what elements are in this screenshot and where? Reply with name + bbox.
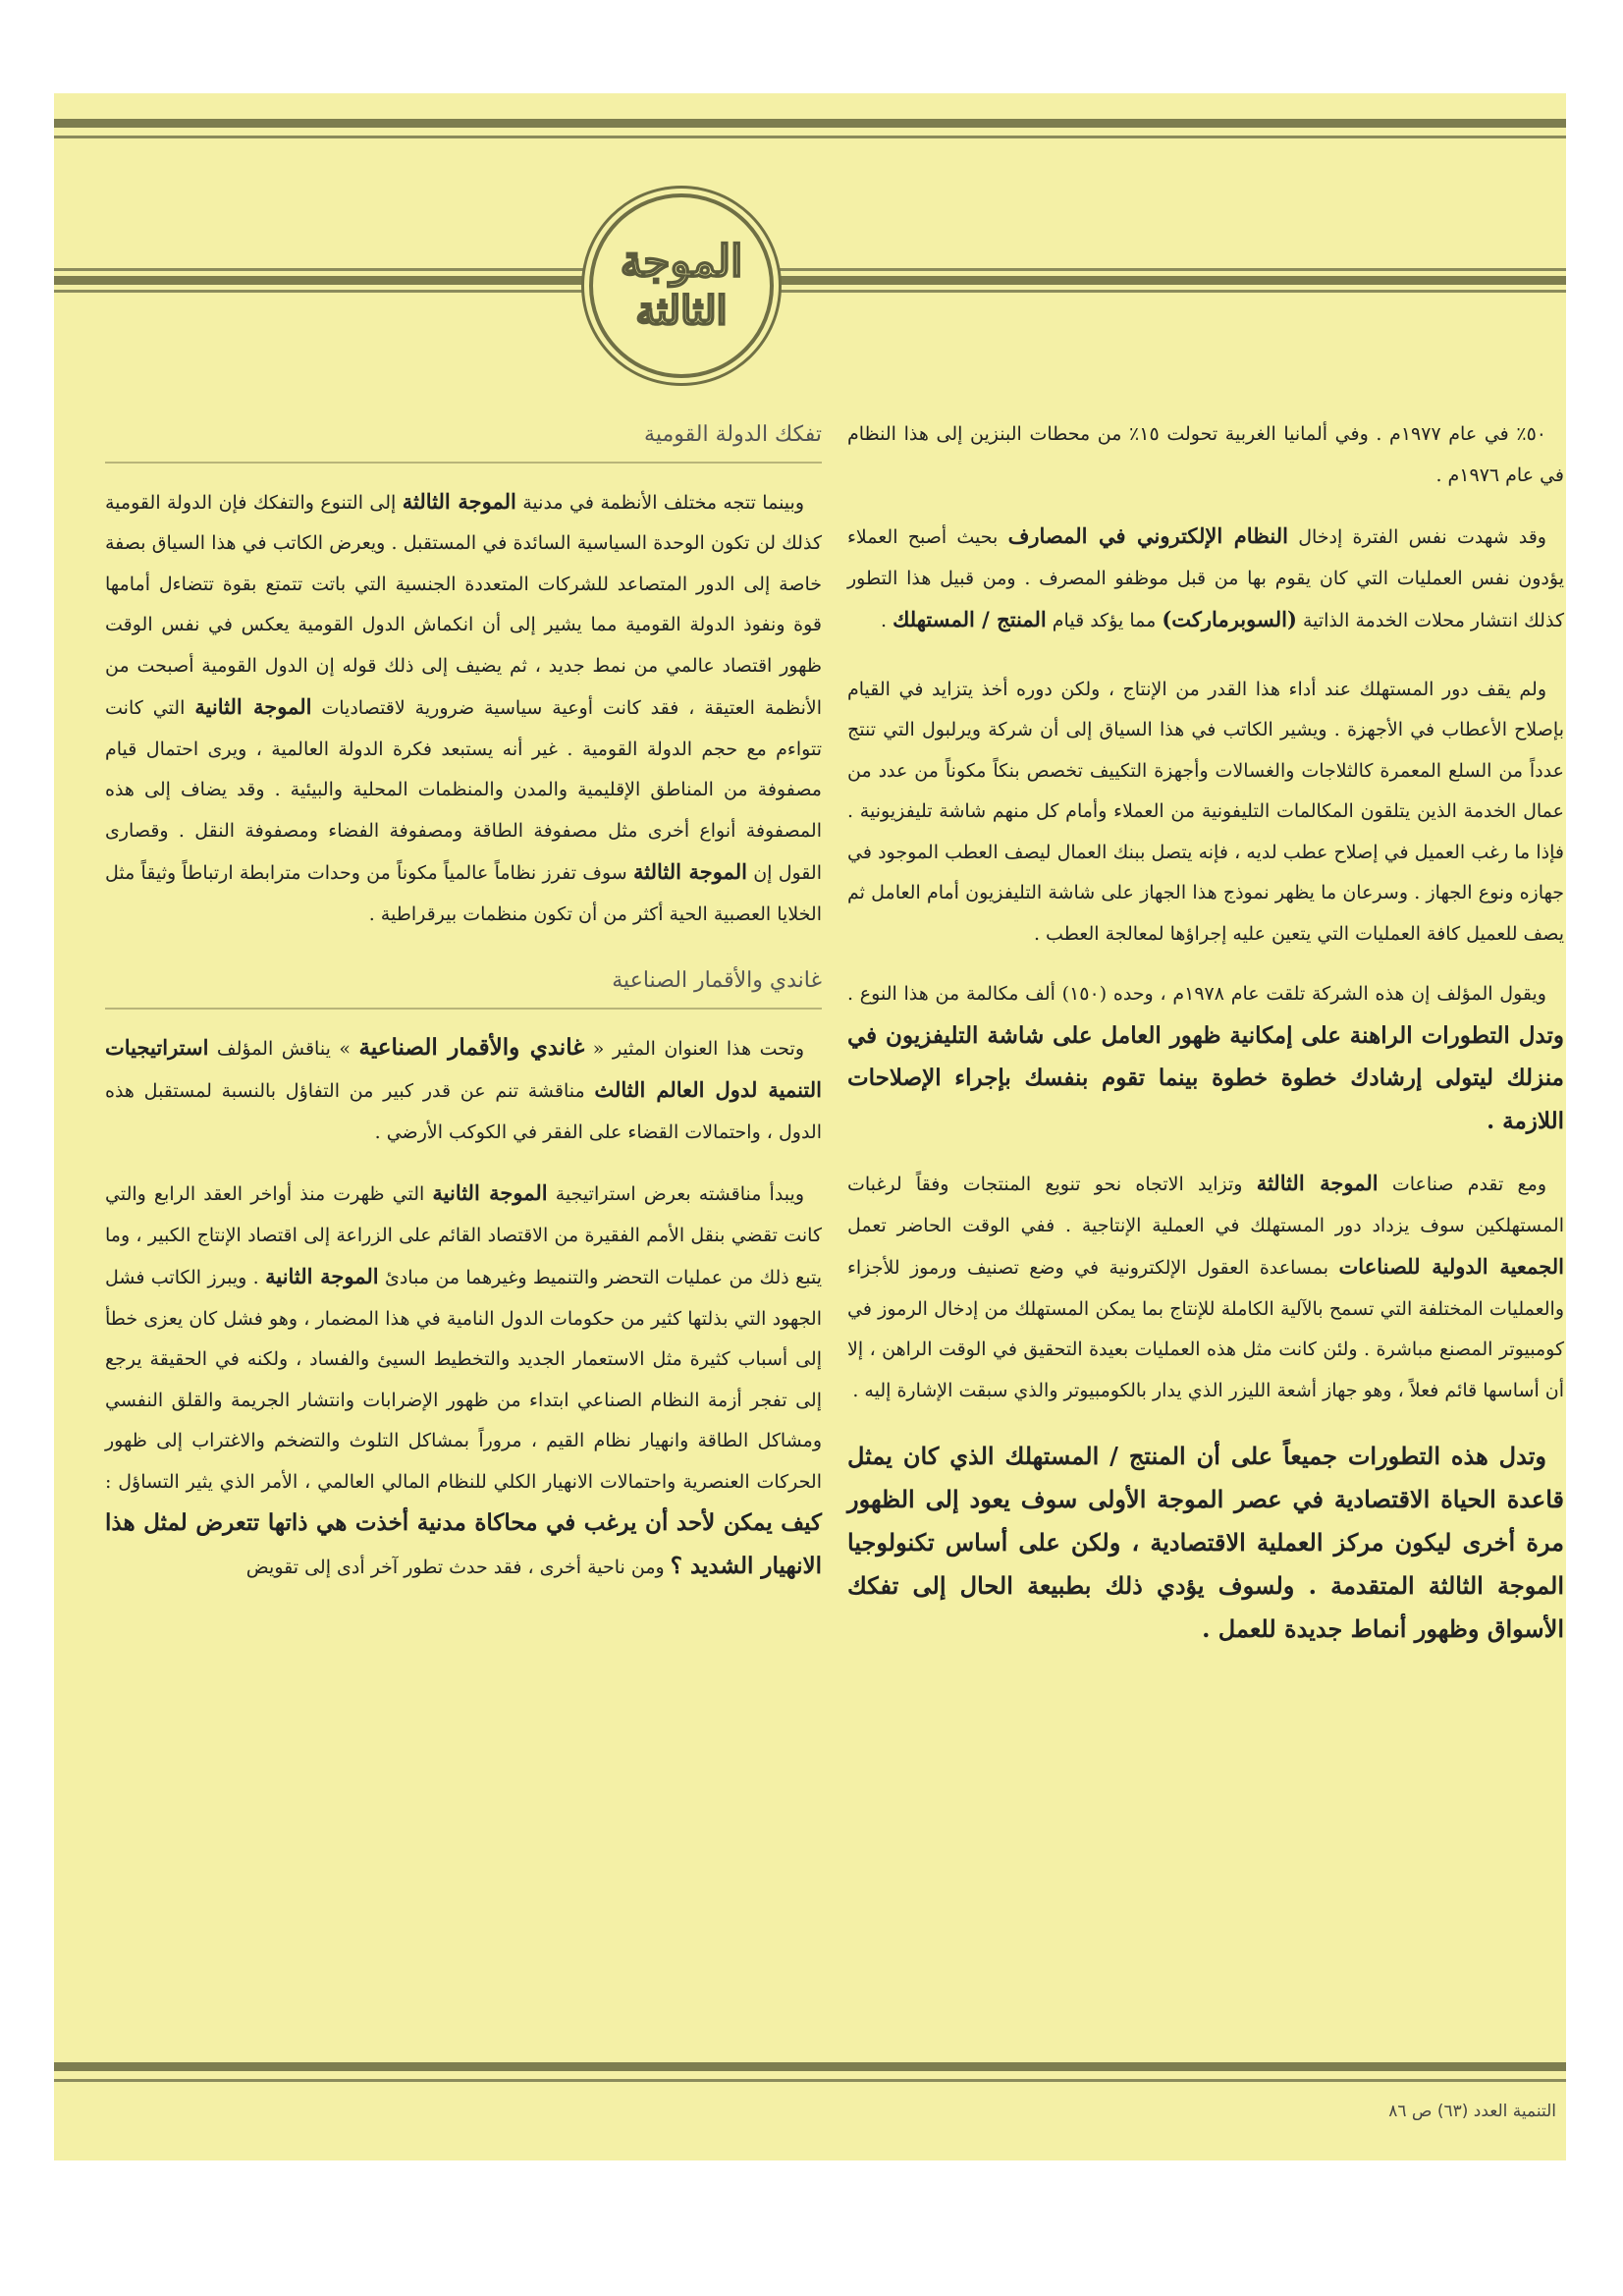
paragraph bbox=[847, 516, 1564, 642]
bold-text: وتدل التطورات الراهنة على إمكانية ظهور العامل على شاشة التليفزيون في منزلك ليتولى إرشادك خطوة خطوة بينما تقوم بنفسك بإجراء الإصلاحات اللازمة . bbox=[847, 1021, 1564, 1134]
page bbox=[54, 93, 1566, 2160]
paragraph bbox=[105, 1027, 822, 1154]
text: ولم يقف دور المستهلك عند أداء هذا القدر من الإنتاج ، ولكن دوره أخذ يتزايد في القيام بإصلاح الأعطاب في الأجهزة . ويشير الكاتب في هذا السياق إلى أن شركة ويرلبول التي تنتج عدداً من السلع المعمرة كالثلاجات والغسالات وأجهزة التكييف تخصص بنكاً مكوناً من عدد من عمال الخدمة الذين يتلقون المكالمات التليفونية من العملاء وأمام كل منهم شاشة تليفزيونية . فإذا ما رغب العميل في إصلاح عطب لديه ، فإنه يتصل ببنك العمال ليصف العطب الموجود في جهازه ونوع الجهاز . وسرعان ما يظهر نموذج هذا الجهاز على شاشة التليفزيون أمام العامل ثم يصف للعميل كافة العمليات التي يتعين عليه إجراؤها لمعالجة العطب . bbox=[847, 678, 1564, 945]
text: وتدل هذه التطورات جميعاً على أن المنتج / المستهلك الذي كان يمثل قاعدة الحياة الاقتصادية في عصر الموجة الأولى سوف يعود إلى الظهور مرة أخرى ليكون مركز العملية الاقتصادية ، ولكن على أساس تكنولوجيا الموجة الثالثة المتقدمة . ولسوف يؤدي ذلك بطبيعة الحال إلى تفكك الأسواق وظهور أنماط جديدة للعمل . bbox=[847, 1442, 1564, 1643]
paragraph bbox=[847, 1163, 1564, 1411]
right-column bbox=[847, 414, 1564, 1670]
text: مما يؤكد قيام bbox=[1046, 610, 1163, 631]
paragraph bbox=[847, 670, 1564, 956]
text: . ويبرز الكاتب فشل الجهود التي بذلتها كثير من حكومات الدول النامية في هذا المضمار ، وهو فشل كان يعزى خطأ إلى أسباب كثيرة مثل الاستعمار الجديد والتخطيط السيئ والفساد ، ولكنه في الحقيقة يرجع إلى تفجر أزمة النظام الصناعي ابتداء من ظهور الإضرابات وانتشار الجريمة والقلق النفسي ومشاكل الطاقة وانهيار نظام القيم ، مروراً بمشاكل التلوث والتضخم والاغتراب إلى ظهور الحركات العنصرية واحتمالات الانهيار الكلي للنظام المالي العالمي ، الأمر الذي يثير التساؤل : bbox=[105, 1267, 822, 1493]
emblem-line-2: الثالثة bbox=[635, 288, 728, 334]
bold-text: غاندي والأقمار الصناعية bbox=[358, 1033, 585, 1061]
text: » يناقش المؤلف bbox=[208, 1037, 359, 1060]
text: بمساعدة العقول الإلكترونية في وضع تصنيف ورموز للأجزاء والعمليات المختلفة التي تسمح بالآلية الكاملة للإنتاج بما يمكن المستهلك من إدخال الرموز في كومبيوتر المصنع مباشرة . ولئن كانت مثل هذه العمليات بعيدة التحقيق في الوقت الراهن ، إلا أن أساسها قائم فعلاً ، وهو جهاز أشعة الليزر الذي يدار بالكومبيوتر والذي سبقت الإشارة إليه . bbox=[847, 1257, 1564, 1401]
text: ومع تقدم صناعات bbox=[1378, 1174, 1547, 1195]
bold-text: الموجة الثالثة bbox=[1256, 1171, 1379, 1195]
bold-text: المنتج / المستهلك bbox=[893, 607, 1047, 631]
bold-text: الموجة الثالثة bbox=[402, 488, 516, 514]
text: ويبدأ مناقشته بعرض استراتيجية bbox=[547, 1183, 804, 1205]
bottom-rule-2 bbox=[54, 2079, 1566, 2082]
text: ويقول المؤلف إن هذه الشركة تلقت عام ١٩٧٨م ، وحده (١٥٠) ألف مكالمة من هذا النوع . bbox=[847, 983, 1546, 1005]
text: ٥٠٪ في عام ١٩٧٧م . وفي ألمانيا الغربية تحولت ١٥٪ من محطات البنزين إلى هذا النظام في عام ١٩٧٦م . bbox=[847, 423, 1564, 486]
bold-text: استراتيجيات التنمية لدول العالم الثالث bbox=[105, 1034, 822, 1102]
text: مناقشة تنم عن قدر كبير من التفاؤل بالنسبة لمستقبل هذه الدول ، واحتمالات القضاء على الفقر في الكوكب الأرضي . bbox=[105, 1080, 822, 1143]
emblem-line-1: الموجة bbox=[620, 237, 743, 287]
section-emblem bbox=[589, 193, 774, 378]
paragraph bbox=[105, 481, 822, 936]
text: التي كانت تتواءم مع حجم الدولة القومية . غير أنه يستبعد فكرة الدولة العالمية ، ويرى احتمال قيام مصفوفة من المناطق الإقليمية والمدن والمنظمات المحلية والبيئية . وقد يضاف إلى هذه المصفوفة أنواع أخرى مثل مصفوفة الطاقة ومصفوفة الفضاء ومصفوفة النقل . وقصارى القول إن bbox=[105, 697, 822, 884]
paragraph-bold bbox=[847, 1435, 1564, 1651]
header-rule-1 bbox=[54, 268, 1566, 271]
top-rule-2 bbox=[54, 136, 1566, 138]
text: وتزايد الاتجاه نحو تنويع المنتجات وفقاً لرغبات المستهلكين سوف يزداد دور المستهلك في العملية الإنتاجية . ففي الوقت الحاضر تعمل bbox=[847, 1174, 1564, 1236]
bold-text: النظام الإلكتروني في المصارف bbox=[1007, 523, 1288, 548]
bold-text: الموجة الثالثة bbox=[632, 859, 747, 884]
text: . bbox=[880, 610, 893, 631]
paragraph bbox=[847, 414, 1564, 496]
bold-text: كيف يمكن لأحد أن يرغب في محاكاة مدنية أخذت هي ذاتها تتعرض لمثل هذا الانهيار الشديد ؟ bbox=[105, 1509, 822, 1579]
text: التي ظهرت منذ أواخر العقد الرابع والتي كانت تقضي بنقل الأمم الفقيرة من الاقتصاد القائم على الزراعة إلى اقتصاد الإنتاج الكبير ، وما يتبع ذلك من عمليات التحضر والتنميط وغيرهما من مبادئ bbox=[105, 1183, 822, 1288]
text: ومن ناحية أخرى ، فقد حدث تطور آخر أدى إلى تقويض bbox=[245, 1556, 671, 1578]
bold-text: (السوبرماركت) bbox=[1162, 607, 1297, 631]
header-rule-3 bbox=[54, 290, 1566, 293]
bottom-rule-1 bbox=[54, 2062, 1566, 2071]
top-rule-1 bbox=[54, 119, 1566, 128]
text: وقد شهدت نفس الفترة إدخال bbox=[1287, 526, 1546, 548]
section-heading: غاندي والأقمار الصناعية bbox=[105, 960, 822, 1010]
bold-text: الموجة الثانية bbox=[265, 1264, 379, 1288]
text: إلى التنوع والتفكك فإن الدولة القومية كذلك لن تكون الوحدة السياسية السائدة في المستقبل . ويعرض الكاتب في هذا السياق بصفة خاصة إلى الدور المتصاعد للشركات المتعددة الجنسية التي باتت تتمتع بقوة تتضاءل أمامها قوة ونفوذ الدولة القومية مما يشير إلى أن انكماش الدول القومية يعكس في نفس الوقت ظهور اقتصاد عالمي من نمط جديد ، ثم يضيف إلى ذلك قوله إن الدول القومية أصبحت من الأنظمة العتيقة ، فقد كانت أوعية سياسية ضرورية لاقتصاديات bbox=[105, 491, 822, 719]
text: سوف تفرز نظاماً عالمياً مكوناً من وحدات مترابطة ارتباطاً وثيقاً مثل الخلايا العصبية الحية أكثر من أن تكون منظمات بيرقراطية . bbox=[105, 862, 822, 925]
bold-text: الموجة الثانية bbox=[194, 694, 312, 719]
paragraph bbox=[847, 974, 1564, 1143]
left-column bbox=[105, 414, 822, 1608]
paragraph bbox=[105, 1173, 822, 1588]
header-rule-2 bbox=[54, 276, 1566, 285]
page-footer: التنمية العدد (٦٣) ص ٨٦ bbox=[1388, 2102, 1556, 2121]
text: وبينما تتجه مختلف الأنظمة في مدنية bbox=[515, 491, 804, 514]
section-heading: تفكك الدولة القومية bbox=[105, 414, 822, 464]
text: وتحت هذا العنوان المثير « bbox=[584, 1037, 804, 1060]
text: بحيث أصبح العملاء يؤدون نفس العمليات التي كان يقوم بها من قبل موظفو المصرف . ومن قبيل هذا التطور كذلك انتشار محلات الخدمة الذاتية bbox=[847, 526, 1564, 631]
bold-text: الموجة الثانية bbox=[432, 1180, 548, 1205]
bold-text: الجمعية الدولية للصناعات bbox=[1338, 1254, 1564, 1279]
